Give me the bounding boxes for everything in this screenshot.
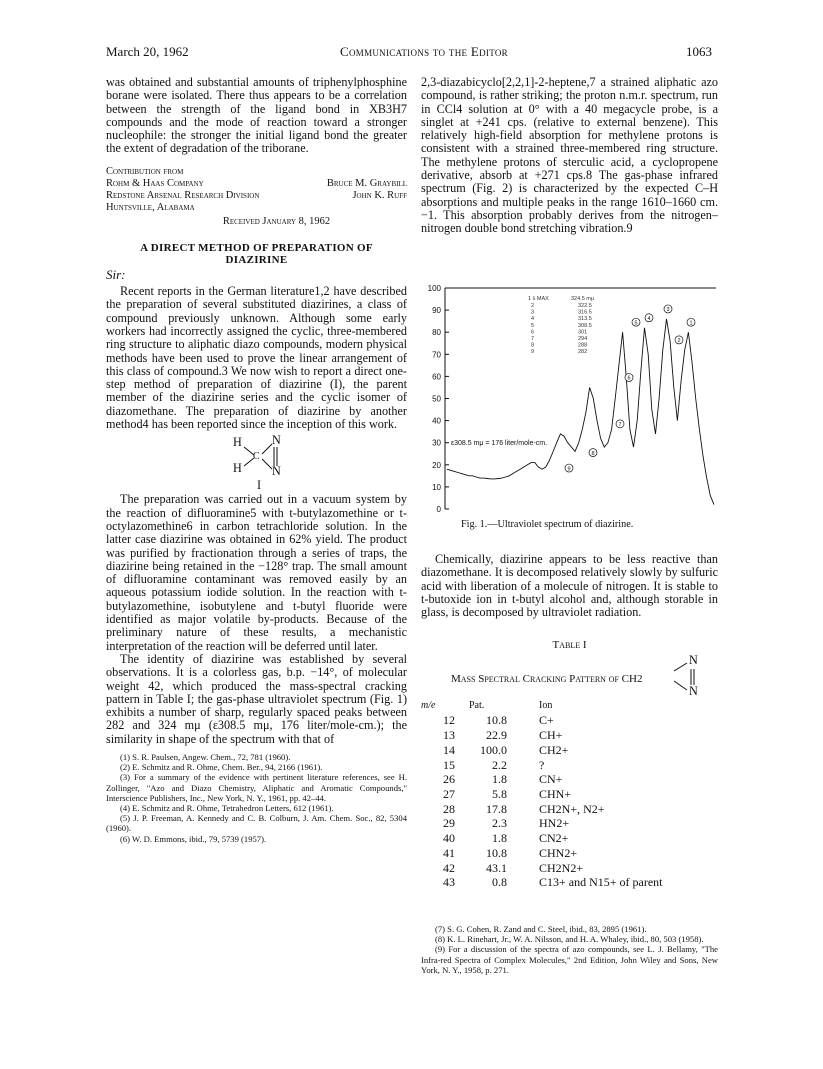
ion-cell: CH2N+, N2+ <box>539 801 605 816</box>
mass-charge-cell: 14 <box>443 742 455 757</box>
pattern-cell: 100.0 <box>480 742 507 757</box>
uv-spectrum-chart <box>421 283 721 518</box>
footnote: (3) For a summary of the evidence with pertinent literature references, see H. Zollinger, "Azo and Diazo Chemistry, Aliphatic and Aromatic Compounds," Interscience Publishers, Inc., New York, N. Y., 1961, pp. 42–44. <box>106 772 407 803</box>
legend-index: 6 <box>531 329 535 336</box>
pattern-cell: 43.1 <box>486 860 507 875</box>
legend-index: 2 <box>531 303 535 309</box>
table-title-ring <box>421 657 718 697</box>
left-column <box>106 76 407 844</box>
pattern-cell: 10.8 <box>486 845 507 860</box>
table-title-n-bottom: N <box>689 683 698 698</box>
mass-charge-cell: 42 <box>443 860 455 875</box>
y-tick-label: 0 <box>436 505 441 514</box>
ion-cell: C+ <box>539 713 554 728</box>
ion-cell: CN+ <box>539 772 563 787</box>
author-name: John K. Ruff <box>352 189 407 201</box>
y-tick-label: 40 <box>432 416 441 426</box>
y-tick-label: 80 <box>432 328 441 338</box>
contribution-row <box>106 178 407 190</box>
peak-marker-label: 8 <box>591 450 595 457</box>
legend-wavelength: 313.5 <box>578 316 592 323</box>
table-row <box>421 772 718 787</box>
contribution-block <box>106 166 407 228</box>
legend-index: 3 <box>531 309 535 316</box>
footnote: (5) J. P. Freeman, A. Kennedy and C. B. Colburn, J. Am. Chem. Soc., 82, 5304 (1960). <box>106 813 407 834</box>
body-paragraph-1: Recent reports in the German literature1,2 have described the preparation of several substituted diazirines, a class of compound previously unknown. Although some early workers had incorrectly assigned the cyclic, three-membered ring structure to aliphatic diazo compounds, modern physical methods have been used to prove the linear arrangement of this class of compound.3 We now wish to report a direct one-step method of preparation of diazirine (I), the parent member of the diazirine series and the cyclic isomer of diazomethane. The preparation of diazirine by another method4 has been reported since the inception of this work. <box>106 284 407 432</box>
y-tick-label: 30 <box>432 438 441 448</box>
footnotes-right <box>421 924 718 975</box>
footnote: (6) W. D. Emmons, ibid., 79, 5739 (1957). <box>120 833 267 844</box>
col-header: Ion <box>539 699 553 711</box>
uv-spectrum-figure <box>421 283 721 533</box>
legend-wavelength: 294 <box>578 336 588 342</box>
table-row <box>421 816 718 831</box>
footnote: (9) For a discussion of the spectra of azo compounds, see L. J. Bellamy, "The Infra-red Spectra of Complex Molecules," 2nd Edition, John Wiley and Sons, New York, N. Y., 1958, p. 271. <box>421 944 718 975</box>
intro-paragraph: was obtained and substantial amounts of triphenylphosphine borane were isolated. There thus appears to be a correlation between the strength of the ligand bond in XB3H7 compounds and the mode of reaction toward a stronger nucleophile: the stronger the initial ligand bond the greater the extent of degradation of the triborane. <box>106 75 407 156</box>
ion-cell: CH+ <box>539 728 563 743</box>
pattern-cell: 2.3 <box>492 816 507 831</box>
peak-marker-label: 5 <box>634 320 638 327</box>
table-title: Mass Spectral Cracking Pattern of CH2 <box>451 672 643 685</box>
pattern-cell: 17.8 <box>486 801 507 816</box>
salutation: Sir: <box>106 266 126 282</box>
pattern-cell: 5.8 <box>492 787 507 801</box>
diazirine-structure <box>106 435 407 491</box>
footnote: (7) S. G. Cohen, R. Zand and C. Steel, ibid., 83, 2895 (1961). <box>435 923 647 934</box>
table-row <box>421 831 718 846</box>
footnotes-left <box>106 752 407 844</box>
peak-marker-label: 7 <box>618 422 622 429</box>
pattern-cell: 0.8 <box>492 875 507 890</box>
atom-h-top: H <box>233 435 242 450</box>
atom-n-bottom: N <box>272 464 281 479</box>
footnote: (8) K. L. Rinehart, Jr., W. A. Nilsson, and H. A. Whaley, ibid., 80, 503 (1958). <box>435 934 704 945</box>
org-name: Redstone Arsenal Research Division <box>106 189 260 201</box>
legend-wavelength: 288 <box>578 342 588 349</box>
author-name: Bruce M. Graybill <box>326 177 407 189</box>
atom-c: C <box>253 451 260 463</box>
legend-index: 7 <box>531 336 535 342</box>
table-row <box>421 758 718 773</box>
mass-charge-cell: 26 <box>443 772 455 787</box>
body-paragraph-3: The identity of diazirine was established by several observations. It is a colorless gas, b.p. −14°, of molecular weight 42, which produced the mass-spectral cracking pattern in Table I; the gas-phase ultraviolet spectrum (Fig. 1) exhibits a number of sharp, regularly spaced peaks between 282 and 324 mμ (ε308.5 mμ, 176 liter/mole-cm.); the similarity in shape of the spectrum with that of <box>106 651 407 746</box>
y-tick-label: 70 <box>432 350 441 360</box>
ion-cell: CHN+ <box>539 787 572 801</box>
legend-wavelength: 316.5 <box>578 309 592 316</box>
right-column-bottom <box>421 553 718 975</box>
figure-caption: Fig. 1.—Ultraviolet spectrum of diazirine. <box>461 519 634 530</box>
body-paragraph-right-2: Chemically, diazirine appears to be less reactive than diazomethane. It is decomposed relatively slowly by sulfuric acid with liberation of a molecule of nitrogen. It is stable to t-butoxide ion in t-butyl alcohol and, although storable in glass, is decomposed by ultraviolet radiation. <box>421 552 718 620</box>
mass-charge-cell: 43 <box>443 875 455 890</box>
page-number: 1063 <box>686 44 712 59</box>
legend-index: 8 <box>531 342 535 349</box>
legend-wavelength: 308.5 <box>578 322 592 329</box>
body-paragraph-2: The preparation was carried out in a vacuum system by the reaction of difluoramine5 with t-butylazomethine or t-octylazomethine6 in carbon tetrachloride solution. In the latter case diazirine was obtained in 62% yield. The product was purified by fractionation through a series of traps, the diazirine being retained in the −128° trap. The small amount of difluoramine contaminant was removed easily by an aqueous potassium iodide solution. In the reaction with t-butylazomethine, isobutylene and t-butyl fluoride were identified as major volatile by-products. Because of the preliminary nature of these results, a mechanistic interpretation of the reaction will be deferred until later. <box>106 492 407 653</box>
pattern-cell: 2.2 <box>492 757 507 772</box>
peak-marker-label: 4 <box>647 315 651 322</box>
pattern-cell: 1.8 <box>492 831 507 846</box>
y-axis <box>428 284 716 514</box>
mass-charge-cell: 40 <box>443 831 455 846</box>
pattern-cell: 1.8 <box>492 772 507 787</box>
y-tick-label: 10 <box>432 482 441 492</box>
y-tick-label: 100 <box>427 284 441 293</box>
legend-index: 4 <box>531 316 535 323</box>
table-row <box>421 875 718 890</box>
mass-charge-cell: 13 <box>443 728 455 743</box>
org-name: Huntsville, Alabama <box>106 201 195 213</box>
table-label: Table I <box>552 639 587 652</box>
y-tick-label: 50 <box>432 394 441 404</box>
legend-wavelength: 322.5 <box>578 303 592 309</box>
atom-h-bottom: H <box>233 461 242 476</box>
table-row <box>421 861 718 876</box>
mass-charge-cell: 15 <box>443 757 455 772</box>
received-date: Received January 8, 1962 <box>222 215 331 227</box>
table-title-n-top: N <box>689 652 698 667</box>
footnote: (4) E. Schmitz and R. Ohme, Tetrahedron Letters, 612 (1961). <box>120 803 334 813</box>
peak-marker-label: 9 <box>567 466 571 473</box>
table-header-row <box>421 699 718 714</box>
legend-header: 1 λ MAX <box>528 296 549 302</box>
legend-index: 5 <box>531 322 535 329</box>
ion-cell: CHN2+ <box>539 845 578 860</box>
ion-cell: CH2N2+ <box>539 860 584 875</box>
pattern-cell: 22.9 <box>486 728 507 743</box>
peak-marker-label: 2 <box>677 338 681 345</box>
right-column-top <box>421 76 718 236</box>
mass-spectral-table <box>421 699 718 890</box>
mass-charge-cell: 12 <box>443 713 455 728</box>
contribution-label: Contribution from <box>106 165 184 177</box>
table-row <box>421 713 718 728</box>
ion-cell: C13+ and N15+ of parent <box>539 875 663 890</box>
table-row <box>421 846 718 861</box>
ion-cell: ? <box>539 757 545 772</box>
legend-wavelength: 301 <box>578 329 588 336</box>
mass-charge-cell: 28 <box>443 801 455 816</box>
extinction-annotation: ε308.5 mμ = 176 liter/mole-cm. <box>451 440 548 447</box>
table-title-block <box>421 652 718 698</box>
legend-header-value: 324.5 mμ <box>571 296 595 302</box>
y-tick-label: 60 <box>432 372 441 382</box>
table-body <box>421 713 718 889</box>
body-paragraph-right-1: 2,3-diazabicyclo[2,2,1]-2-heptene,7 a strained aliphatic azo compound, is rather striking; the proton n.m.r. spectrum, run in CCl4 solution at 0° with a 40 megacycle probe, is a singlet at +241 cps. (relative to external benzene). This relatively high-field absorption for methylene protons is consistent with a strained three-membered ring structure. The methylene protons of sterculic acid, a cyclopropene derivative, absorb at +271 cps.8 The gas-phase infrared spectrum (Fig. 2) is characterized by the expected C–H absorptions and multiple peaks in the range 1610–1660 cm.−1. This absorption probably derives from the nitrogen–nitrogen double bond stretching vibration.9 <box>421 75 718 236</box>
running-date: March 20, 1962 <box>106 44 189 59</box>
legend-wavelength: 282 <box>578 349 588 356</box>
mass-charge-cell: 29 <box>443 816 455 831</box>
y-tick-label: 90 <box>432 306 441 316</box>
contribution-row <box>106 202 407 214</box>
mass-charge-cell: 41 <box>443 845 455 860</box>
legend-index: 9 <box>531 349 535 356</box>
table-row <box>421 728 718 743</box>
running-section: Communications to the Editor <box>340 44 508 59</box>
ion-cell: CH2+ <box>539 742 569 757</box>
mass-charge-cell: 27 <box>443 787 455 801</box>
peak-marker-label: 6 <box>627 375 631 382</box>
footnote: (2) E. Schmitz and R. Ohme, Chem. Ber., 94, 2166 (1961). <box>120 762 323 773</box>
ion-cell: CN2+ <box>539 831 569 846</box>
y-tick-label: 20 <box>432 460 441 470</box>
pattern-cell: 10.8 <box>486 713 507 728</box>
org-name: Rohm & Haas Company <box>106 177 204 189</box>
col-header: Pat. <box>469 699 485 711</box>
chart-legend <box>528 296 594 355</box>
article-title: A DIRECT METHOD OF PREPARATION OF DIAZIRINE <box>140 241 373 266</box>
peak-marker-label: 3 <box>666 307 670 314</box>
compound-label: I <box>257 478 262 493</box>
peak-marker-label: 1 <box>689 320 693 327</box>
col-header: m/e <box>421 699 436 711</box>
ion-cell: HN2+ <box>539 816 570 831</box>
table-row <box>421 787 718 802</box>
atom-n-top: N <box>272 433 281 448</box>
table-row <box>421 802 718 817</box>
contribution-row <box>106 190 407 202</box>
table-row <box>421 743 718 758</box>
footnote: (1) S. R. Paulsen, Angew. Chem., 72, 781 (1960). <box>120 751 291 762</box>
